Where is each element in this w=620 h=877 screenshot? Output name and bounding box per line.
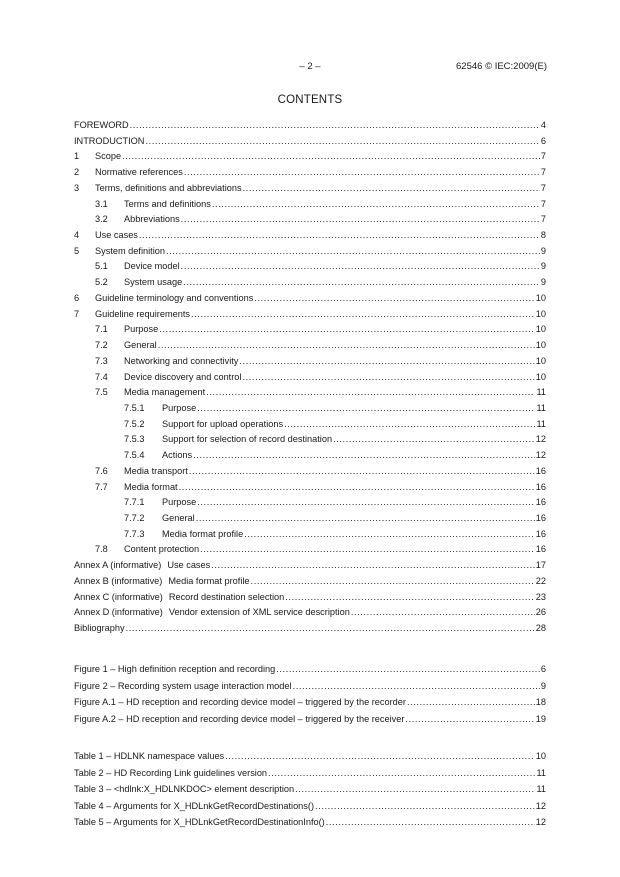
entry-label: Media format profile xyxy=(168,575,250,586)
entry-number: 3.1 xyxy=(95,198,108,209)
entry-page-number: 18 xyxy=(535,697,546,707)
entry-page-number: 7 xyxy=(540,167,546,178)
entry-label: Terms and definitions xyxy=(124,198,211,209)
dot-leader xyxy=(189,464,535,478)
dot-leader xyxy=(193,448,535,462)
entry-label: Figure A.2 – HD reception and recording device model – triggered by the receiver xyxy=(74,713,405,724)
entry-page-number: 28 xyxy=(535,623,546,634)
entry-label: Guideline terminology and conventions xyxy=(95,292,254,303)
toc-entry xyxy=(74,799,546,813)
toc-entry xyxy=(74,621,546,635)
entry-page-number: 11 xyxy=(536,387,546,398)
entry-number: 4 xyxy=(74,230,80,241)
toc-entry xyxy=(74,244,546,258)
entry-label: Scope xyxy=(95,151,122,162)
dot-leader xyxy=(145,134,539,148)
entry-page-number: 16 xyxy=(535,497,546,508)
dot-leader xyxy=(284,417,535,431)
dot-leader xyxy=(351,605,535,619)
entry-label: System definition xyxy=(95,245,165,256)
dot-leader xyxy=(130,118,540,132)
toc-entry xyxy=(74,134,546,148)
toc-entry xyxy=(74,448,546,462)
entry-page-number: 9 xyxy=(540,245,546,256)
toc-entry xyxy=(74,815,546,829)
dot-leader xyxy=(196,511,535,525)
entry-label: Vendor extension of XML service description xyxy=(168,607,350,618)
entry-number: 7.5 xyxy=(95,387,108,398)
toc-entry xyxy=(74,118,546,132)
entry-label: Table 3 – <hdlnk:X_HDLNKDOC> element description xyxy=(74,784,295,794)
dot-leader xyxy=(242,370,534,384)
toc-entry xyxy=(74,338,546,352)
dot-leader xyxy=(225,749,535,763)
entry-page-number: 10 xyxy=(535,292,546,303)
dot-leader xyxy=(244,527,535,541)
entry-number: 2 xyxy=(74,167,80,178)
entry-label: Normative references xyxy=(95,167,183,178)
entry-page-number: 11 xyxy=(536,784,546,794)
entry-label: General xyxy=(162,513,195,523)
entry-number: 7.5.3 xyxy=(124,434,145,445)
entry-number: 7.5.2 xyxy=(124,418,145,429)
dot-leader xyxy=(243,181,540,195)
dot-leader xyxy=(295,782,535,796)
entry-number: 5.1 xyxy=(95,261,108,272)
entry-label: Table 1 – HDLNK namespace values xyxy=(74,751,225,761)
toc-entry xyxy=(74,574,546,588)
entry-label: Figure 1 – High definition reception and recording xyxy=(74,664,276,674)
entry-number: 1 xyxy=(74,151,80,162)
entry-label: Media format xyxy=(124,481,178,492)
entry-number: 5 xyxy=(74,245,80,256)
toc-entry xyxy=(74,385,546,399)
entry-number: 3 xyxy=(74,182,80,193)
dot-leader xyxy=(181,259,540,273)
toc-entry xyxy=(74,149,546,163)
entry-page-number: 7 xyxy=(540,182,546,193)
dot-leader xyxy=(197,495,535,509)
entry-page-number: 12 xyxy=(535,817,546,827)
entry-label: Bibliography xyxy=(74,623,125,634)
dot-leader xyxy=(276,662,540,676)
entry-page-number: 7 xyxy=(540,214,546,225)
entry-page-number: 10 xyxy=(535,340,546,351)
entry-label: Purpose xyxy=(124,324,159,335)
dot-leader xyxy=(326,815,535,829)
dot-leader xyxy=(254,291,534,305)
toc-entry xyxy=(74,480,546,494)
toc-entry xyxy=(74,228,546,242)
dot-leader xyxy=(407,695,535,709)
entry-label: Media format profile xyxy=(162,528,244,539)
entry-label: General xyxy=(124,340,157,351)
toc-entry xyxy=(74,354,546,368)
entry-page-number: 9 xyxy=(540,680,546,691)
entry-number: 7.7.2 xyxy=(124,513,145,523)
entry-label: Figure A.1 – HD reception and recording device model – triggered by the recorder xyxy=(74,697,406,707)
entry-page-number: 16 xyxy=(535,465,546,476)
dot-leader xyxy=(191,307,535,321)
entry-label: Abbreviations xyxy=(124,214,180,225)
entry-label: INTRODUCTION xyxy=(74,135,145,146)
dot-leader xyxy=(211,558,535,572)
entry-page-number: 11 xyxy=(536,402,546,413)
entry-page-number: 16 xyxy=(535,513,546,523)
entry-number: Annex A (informative) xyxy=(74,560,162,571)
entry-label: Table 2 – HD Recording Link guidelines version xyxy=(74,767,268,778)
entry-page-number: 7 xyxy=(540,151,546,162)
entry-label: Device model xyxy=(124,261,180,272)
toc-entry xyxy=(74,165,546,179)
dot-leader xyxy=(158,338,535,352)
toc-entry xyxy=(74,370,546,384)
dot-leader xyxy=(285,590,534,604)
dot-leader xyxy=(181,212,540,226)
toc-entry xyxy=(74,527,546,541)
entry-page-number: 6 xyxy=(540,135,546,146)
toc-entry xyxy=(74,749,546,763)
dot-leader xyxy=(200,542,535,556)
toc-entry xyxy=(74,558,546,572)
entry-number: 7.1 xyxy=(95,324,108,335)
entry-number: 7.7 xyxy=(95,481,108,492)
dot-leader xyxy=(197,401,535,415)
entry-label: Media management xyxy=(124,387,206,398)
dot-leader xyxy=(212,197,540,211)
entry-label: Table 4 – Arguments for X_HDLnkGetRecordDestinations() xyxy=(74,800,315,811)
entry-label: Content protection xyxy=(124,544,200,555)
dot-leader xyxy=(139,228,540,242)
toc-entry xyxy=(74,197,546,211)
entry-label: Support for upload operations xyxy=(162,418,284,429)
toc-entry xyxy=(74,782,546,796)
entry-label: Networking and connectivity xyxy=(124,355,239,366)
entry-label: Terms, definitions and abbreviations xyxy=(95,182,242,193)
entry-number: Annex C (informative) xyxy=(74,591,163,602)
dot-leader xyxy=(315,799,535,813)
entry-page-number: 12 xyxy=(535,450,546,461)
entry-page-number: 11 xyxy=(536,767,546,778)
entry-label: Media transport xyxy=(124,465,188,476)
entry-page-number: 6 xyxy=(540,664,546,674)
dot-leader xyxy=(333,432,535,446)
entry-number: 7.2 xyxy=(95,340,108,351)
entry-label: FOREWORD xyxy=(74,120,129,130)
entry-page-number: 19 xyxy=(535,713,546,724)
dot-leader xyxy=(166,244,540,258)
toc-entry xyxy=(74,542,546,556)
entry-page-number: 10 xyxy=(535,324,546,335)
entry-page-number: 17 xyxy=(535,560,546,571)
entry-page-number: 10 xyxy=(535,751,546,761)
toc-entry xyxy=(74,605,546,619)
toc-entry xyxy=(74,307,546,321)
entry-page-number: 12 xyxy=(535,434,546,445)
toc-entry xyxy=(74,432,546,446)
table-of-contents xyxy=(74,118,546,648)
toc-entry xyxy=(74,495,546,509)
toc-entry xyxy=(74,401,546,415)
entry-number: 7.4 xyxy=(95,371,108,382)
entry-number: 3.2 xyxy=(95,214,108,225)
entry-page-number: 10 xyxy=(535,355,546,366)
entry-label: Purpose xyxy=(162,402,197,413)
toc-entry xyxy=(74,291,546,305)
entry-label: Purpose xyxy=(162,497,197,508)
toc-entry xyxy=(74,181,546,195)
entry-number: 7.3 xyxy=(95,355,108,366)
entry-page-number: 9 xyxy=(540,277,546,288)
entry-number: 7.7.1 xyxy=(124,497,145,508)
toc-entry xyxy=(74,275,546,289)
toc-entry xyxy=(74,511,546,525)
toc-entry xyxy=(74,464,546,478)
entry-number: 5.2 xyxy=(95,277,108,288)
entry-page-number: 23 xyxy=(535,591,546,602)
entry-label: Actions xyxy=(162,450,193,461)
entry-page-number: 11 xyxy=(536,418,546,429)
toc-entry xyxy=(74,695,546,709)
entry-label: Record destination selection xyxy=(168,591,285,602)
entry-page-number: 10 xyxy=(535,371,546,382)
entry-page-number: 26 xyxy=(535,607,546,618)
toc-entry xyxy=(74,590,546,604)
entry-label: Figure 2 – Recording system usage interaction model xyxy=(74,680,292,691)
entry-label: Device discovery and control xyxy=(124,371,242,382)
toc-entry xyxy=(74,322,546,336)
entry-number: 7.8 xyxy=(95,544,108,555)
toc-entry xyxy=(74,679,546,693)
list-of-figures xyxy=(74,662,546,732)
dot-leader xyxy=(268,766,535,780)
entry-page-number: 16 xyxy=(535,481,546,492)
entry-page-number: 12 xyxy=(535,800,546,811)
entry-number: Annex D (informative) xyxy=(74,607,163,618)
dot-leader xyxy=(184,165,540,179)
toc-entry xyxy=(74,212,546,226)
dot-leader xyxy=(179,480,535,494)
entry-label: Table 5 – Arguments for X_HDLnkGetRecordDestinationInfo() xyxy=(74,817,325,827)
page-title: CONTENTS xyxy=(277,94,343,106)
dot-leader xyxy=(239,354,534,368)
entry-page-number: 9 xyxy=(540,261,546,272)
standard-reference: 62546 © IEC:2009(E) xyxy=(456,61,547,72)
entry-number: 6 xyxy=(74,292,80,303)
dot-leader xyxy=(122,149,540,163)
entry-label: Use cases xyxy=(167,560,211,571)
entry-page-number: 7 xyxy=(540,198,546,209)
entry-page-number: 4 xyxy=(540,120,546,130)
entry-label: Support for selection of record destination xyxy=(162,434,333,445)
toc-entry xyxy=(74,417,546,431)
entry-label: System usage xyxy=(124,277,183,288)
entry-number: 7.5.1 xyxy=(124,402,145,413)
toc-entry xyxy=(74,712,546,726)
toc-entry xyxy=(74,662,546,676)
entry-page-number: 16 xyxy=(535,544,546,555)
entry-page-number: 10 xyxy=(535,308,546,319)
dot-leader xyxy=(126,621,535,635)
list-of-tables xyxy=(74,749,546,839)
page-number: – 2 – xyxy=(299,61,321,72)
entry-number: 7 xyxy=(74,308,80,319)
dot-leader xyxy=(183,275,540,289)
entry-number: 7.7.3 xyxy=(124,528,145,539)
entry-page-number: 8 xyxy=(540,230,546,241)
entry-number: 7.6 xyxy=(95,465,108,476)
entry-page-number: 16 xyxy=(535,528,546,539)
dot-leader xyxy=(159,322,535,336)
entry-label: Guideline requirements xyxy=(95,308,190,319)
entry-number: Annex B (informative) xyxy=(74,575,163,586)
entry-number: 7.5.4 xyxy=(124,450,145,461)
dot-leader xyxy=(251,574,535,588)
toc-entry xyxy=(74,259,546,273)
dot-leader xyxy=(206,385,535,399)
entry-label: Use cases xyxy=(95,230,138,241)
dot-leader xyxy=(405,712,534,726)
entry-page-number: 22 xyxy=(535,575,546,586)
toc-entry xyxy=(74,766,546,780)
dot-leader xyxy=(293,679,540,693)
